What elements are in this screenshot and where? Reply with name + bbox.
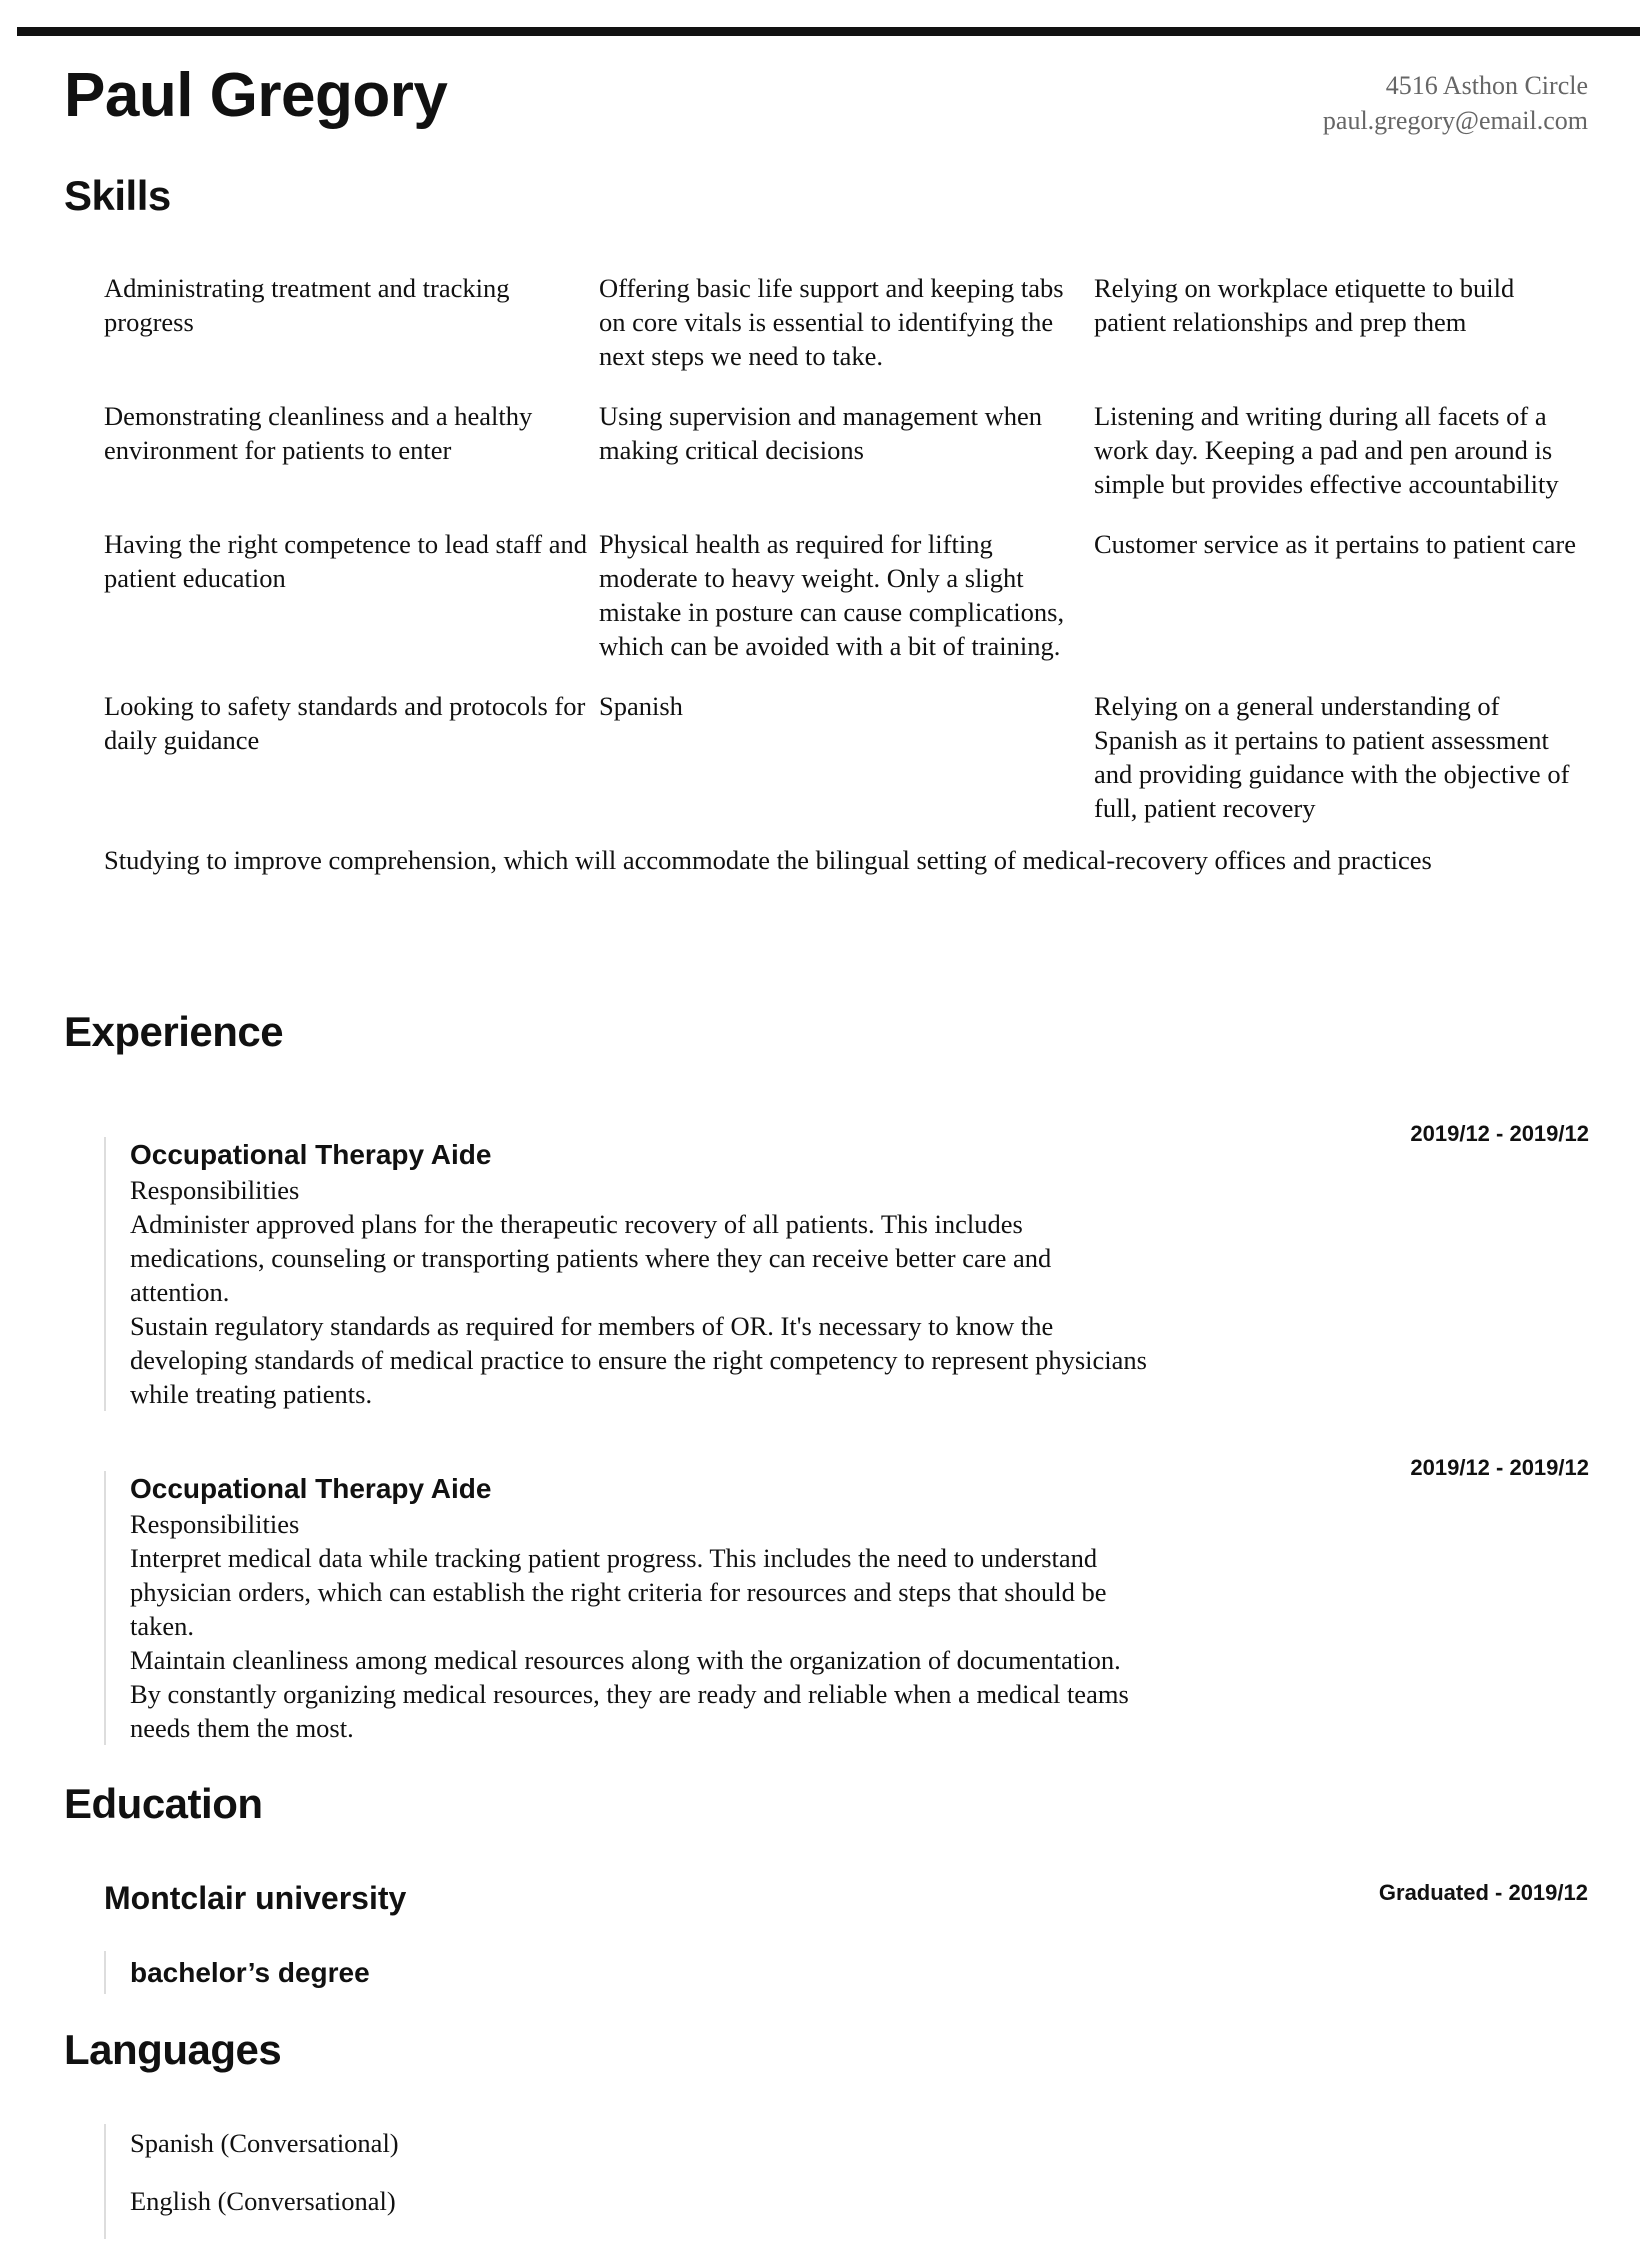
skill-item: Studying to improve comprehension, which will accommodate the bilingual setting of medical-recovery offices and practices xyxy=(104,845,1432,875)
language-item: English (Conversational) xyxy=(130,2186,396,2216)
school-name: Montclair university xyxy=(104,1880,407,1916)
skill-item: Using supervision and management when making critical decisions xyxy=(599,401,1043,465)
skill-item: Looking to safety standards and protocols for daily guidance xyxy=(104,691,586,755)
skill-item: Administrating treatment and tracking progress xyxy=(104,273,510,337)
education-date: Graduated - 2019/12 xyxy=(1378,1880,1588,1905)
job-description: Sustain regulatory standards as required for members of OR. It's necessary to know the developing standards of medical practice to ensure the right competency to represent physicians while treating patients. xyxy=(130,1311,1147,1409)
skill-item: Spanish xyxy=(599,691,683,721)
job-title: Occupational Therapy Aide xyxy=(130,1473,492,1504)
job-subtitle: Responsibilities xyxy=(130,1175,300,1205)
degree: bachelor’s degree xyxy=(104,1951,370,1994)
job-entry xyxy=(104,1455,1589,1745)
skills-row xyxy=(104,271,1589,373)
skill-item: Relying on a general understanding of Spanish as it pertains to patient assessment and providing guidance with the objective of full, patient recovery xyxy=(1094,691,1570,823)
skill-item: Demonstrating cleanliness and a healthy environment for patients to enter xyxy=(104,401,533,465)
skill-item: Having the right competence to lead staff and patient education xyxy=(104,529,587,593)
email[interactable]: paul.gregory@email.com xyxy=(1322,106,1588,135)
job-description: Maintain cleanliness among medical resources along with the organization of documentation. By constantly organizing medical resources, they are ready and reliable when a medical teams needs them the most. xyxy=(130,1645,1129,1743)
experience-heading: Experience xyxy=(64,1008,284,1055)
job-subtitle: Responsibilities xyxy=(130,1509,300,1539)
language-item: Spanish (Conversational) xyxy=(130,2128,399,2158)
job-description: Administer approved plans for the therapeutic recovery of all patients. This includes medications, counseling or transporting patients where they can receive better care and attention. xyxy=(130,1209,1052,1307)
skill-item: Offering basic life support and keeping tabs on core vitals is essential to identifying the next steps we need to take. xyxy=(599,273,1064,371)
skill-item: Relying on workplace etiquette to build patient relationships and prep them xyxy=(1094,273,1515,337)
job-entry xyxy=(104,1121,1589,1411)
job-date: 2019/12 - 2019/12 xyxy=(1410,1455,1589,1480)
top-rule xyxy=(17,27,1640,36)
education-heading: Education xyxy=(64,1780,263,1827)
candidate-name: Paul Gregory xyxy=(64,61,448,130)
job-body xyxy=(104,1137,1589,1411)
languages-list xyxy=(104,2124,399,2239)
job-date: 2019/12 - 2019/12 xyxy=(1410,1121,1589,1146)
skill-item: Customer service as it pertains to patient care xyxy=(1094,529,1576,559)
address: 4516 Asthon Circle xyxy=(1385,71,1588,100)
contact-info xyxy=(1323,68,1588,138)
skills-row xyxy=(104,527,1589,663)
job-description: Interpret medical data while tracking patient progress. This includes the need to understand physician orders, which can establish the right criteria for resources and steps that should be taken. xyxy=(130,1543,1107,1641)
skill-item: Listening and writing during all facets of a work day. Keeping a pad and pen around is simple but provides effective accountability xyxy=(1094,401,1559,499)
job-title: Occupational Therapy Aide xyxy=(130,1139,492,1170)
skill-item: Physical health as required for lifting moderate to heavy weight. Only a slight mistake in posture can cause complications, which can be avoided with a bit of training. xyxy=(599,529,1065,661)
skills-grid xyxy=(104,271,1589,877)
skills-row xyxy=(104,689,1589,825)
skills-heading: Skills xyxy=(64,172,171,219)
languages-heading: Languages xyxy=(64,2026,282,2073)
job-body xyxy=(104,1471,1589,1745)
skills-row xyxy=(104,399,1589,501)
